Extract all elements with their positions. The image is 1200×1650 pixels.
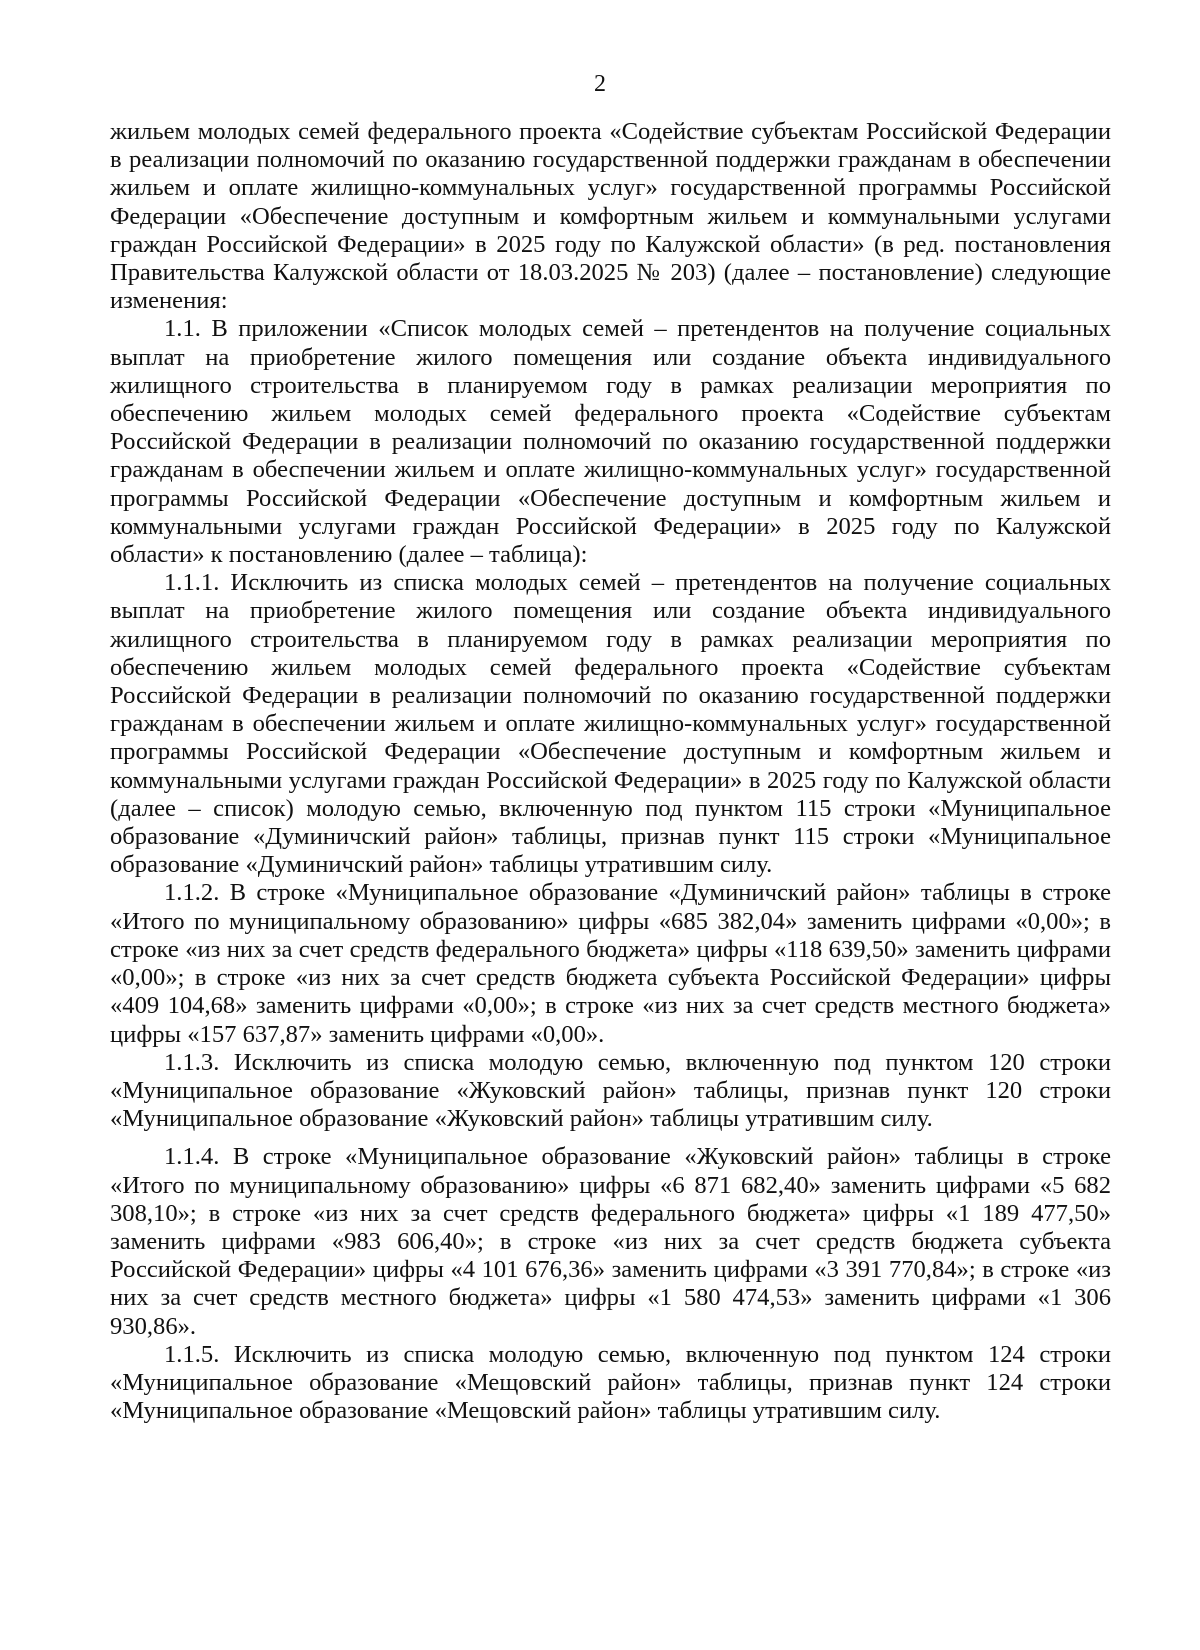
paragraph-1-1-4: 1.1.4. В строке «Муниципальное образование «Жуковский район» таблицы в строке «Итого по муниципальному образованию» цифры «6 871 682,40» заменить цифрами «5 682 308,10»; в строке «из них за счет средств федерального бюджета» цифры «1 189 477,50» заменить цифрами «983 606,40»; в строке «из них за счет средств бюджета субъекта Российской Федерации» цифры «4 101 676,36» заменить цифрами «3 391 770,84»; в строке «из них за счет средств местного бюджета» цифры «1 580 474,53» заменить цифрами «1 306 930,86». [110,1143,1111,1340]
paragraph-1-1-2: 1.1.2. В строке «Муниципальное образование «Думиничский район» таблицы в строке «Итого по муниципальному образованию» цифры «685 382,04» заменить цифрами «0,00»; в строке «из них за счет средств федерального бюджета» цифры «118 639,50» заменить цифрами «0,00»; в строке «из них за счет средств бюджета субъекта Российской Федерации» цифры «409 104,68» заменить цифрами «0,00»; в строке «из них за счет средств местного бюджета» цифры «157 637,87» заменить цифрами «0,00». [110,879,1111,1048]
paragraph-1-1: 1.1. В приложении «Список молодых семей – претендентов на получение социальных выплат на приобретение жилого помещения или создание объекта индивидуального жилищного строительства в планируемом году в рамках реализации мероприятия по обеспечению жильем молодых семей федерального проекта «Содействие субъектам Российской Федерации в реализации полномочий по оказанию государственной поддержки гражданам в обеспечении жильем и оплате жилищно-коммунальных услуг» государственной программы Российской Федерации «Обеспечение доступным и комфортным жильем и коммунальными услугами граждан Российской Федерации» в 2025 году по Калужской области» к постановлению (далее – таблица): [110,315,1111,569]
page-number: 2 [594,71,606,97]
paragraph-1-1-5: 1.1.5. Исключить из списка молодую семью, включенную под пунктом 124 строки «Муниципальное образование «Мещовский район» таблицы, признав пункт 124 строки «Муниципальное образование «Мещовский район» таблицы утратившим силу. [110,1340,1111,1425]
document-body [110,118,1111,1425]
paragraph-1-1-3: 1.1.3. Исключить из списка молодую семью, включенную под пунктом 120 строки «Муниципальное образование «Жуковский район» таблицы, признав пункт 120 строки «Муниципальное образование «Жуковский район» таблицы утратившим силу. [110,1048,1111,1133]
paragraph-1-1-1: 1.1.1. Исключить из списка молодых семей – претендентов на получение социальных выплат на приобретение жилого помещения или создание объекта индивидуального жилищного строительства в планируемом году в рамках реализации мероприятия по обеспечению жильем молодых семей федерального проекта «Содействие субъектам Российской Федерации в реализации полномочий по оказанию государственной поддержки гражданам в обеспечении жильем и оплате жилищно-коммунальных услуг» государственной программы Российской Федерации «Обеспечение доступным и комфортным жильем и коммунальными услугами граждан Российской Федерации» в 2025 году по Калужской области (далее – список) молодую семью, включенную под пунктом 115 строки «Муниципальное образование «Думиничский район» таблицы, признав пункт 115 строки «Муниципальное образование «Думиничский район» таблицы утратившим силу. [110,569,1111,879]
paragraph-intro-continuation: жильем молодых семей федерального проекта «Содействие субъектам Российской Федерации в реализации полномочий по оказанию государственной поддержки гражданам в обеспечении жильем и оплате жилищно-коммунальных услуг» государственной программы Российской Федерации «Обеспечение доступным и комфортным жильем и коммунальными услугами граждан Российской Федерации» в 2025 году по Калужской области» (в ред. постановления Правительства Калужской области от 18.03.2025 № 203) (далее – постановление) следующие изменения: [110,118,1111,315]
